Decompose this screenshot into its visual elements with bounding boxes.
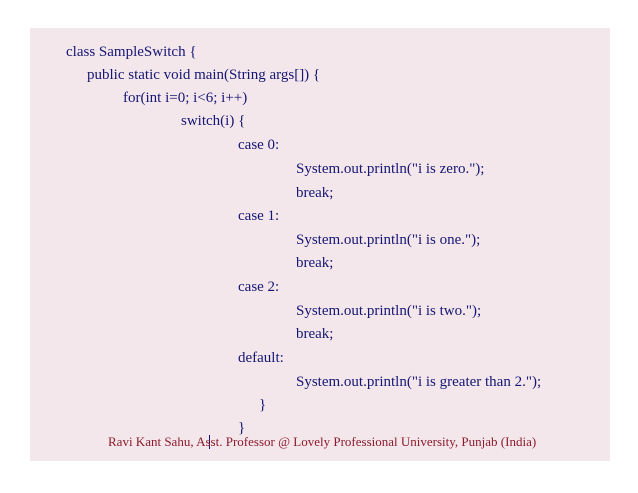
code-line-break-2: break; <box>296 326 334 342</box>
code-line-closing-brace-default: } <box>259 397 267 413</box>
code-line-println-one: System.out.println("i is one."); <box>296 232 481 248</box>
code-line-println-greater: System.out.println("i is greater than 2."); <box>296 374 542 390</box>
code-line-case-2: case 2: <box>238 279 280 295</box>
code-line-println-zero: System.out.println("i is zero."); <box>296 161 485 177</box>
code-line-closing-brace-switch: } <box>238 420 246 436</box>
code-line-case-0: case 0: <box>238 137 280 153</box>
code-line-switch: switch(i) { <box>181 113 246 129</box>
code-line-break-1: break; <box>296 255 334 271</box>
code-line-default: default: <box>238 350 284 366</box>
code-line-println-two: System.out.println("i is two."); <box>296 303 482 319</box>
code-line-case-1: case 1: <box>238 208 280 224</box>
code-line-main-method: public static void main(String args[]) { <box>87 67 321 83</box>
code-line-for-loop: for(int i=0; i<6; i++) <box>123 90 248 106</box>
slide-footer: Ravi Kant Sahu, Asst. Professor @ Lovely Professional University, Punjab (India) <box>108 434 537 449</box>
code-line-class-declaration: class SampleSwitch { <box>66 44 197 60</box>
code-line-break-0: break; <box>296 185 334 201</box>
